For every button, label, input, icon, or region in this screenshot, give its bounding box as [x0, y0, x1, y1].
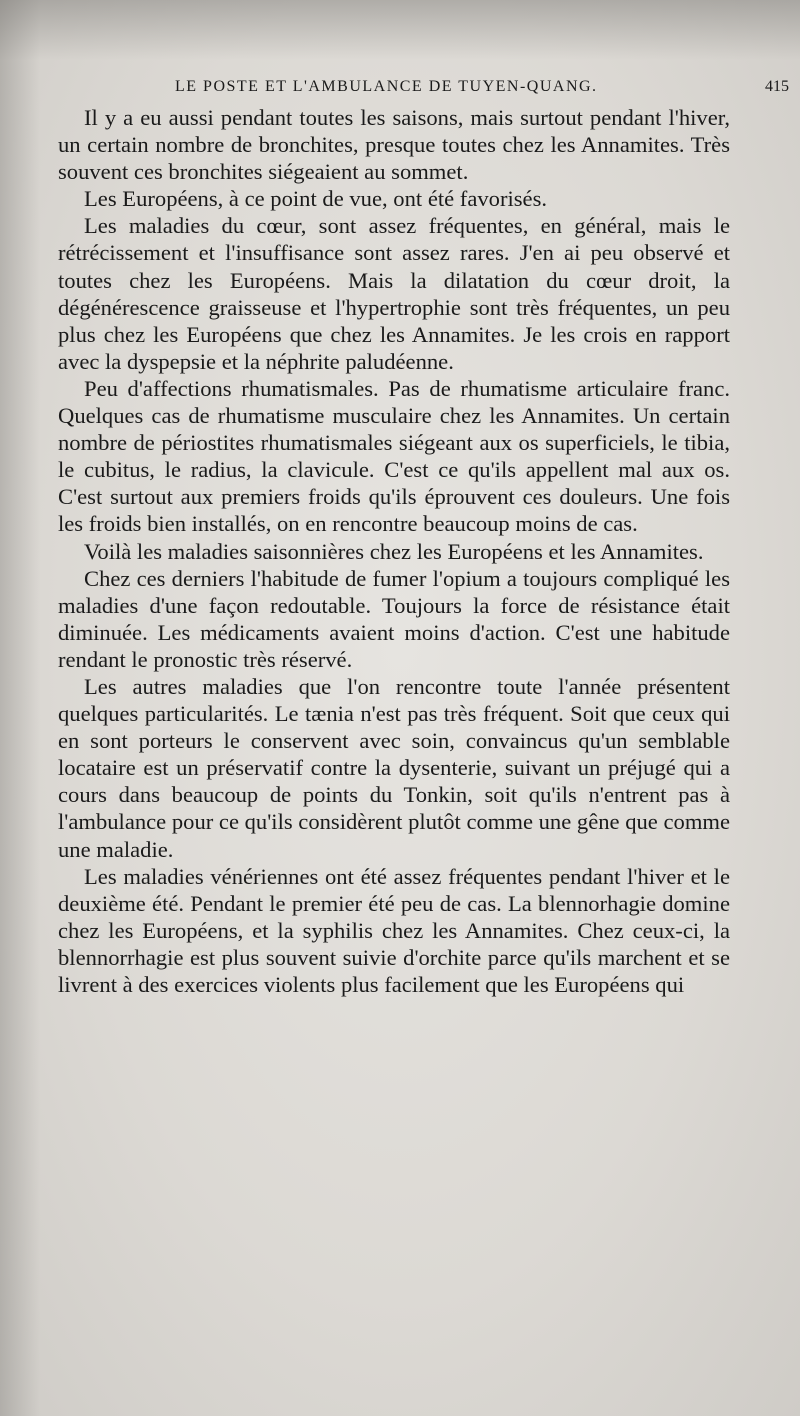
paragraph-other-diseases: Les autres maladies que l'on rencontre toute l'année présentent quelques particularités. Le tænia n'est pas très fréquent. Soit que ceux qui en sont porteurs le conservent avec soin, convaincus qu'un semblable locataire est un préservatif contre la dysenterie, suivant un préjugé qui a cours dans beaucoup de points du Tonkin, soit qu'ils n'entrent pas à l'ambulance pour ce qu'ils considèrent plutôt comme une gêne que comme une maladie. — [58, 673, 730, 862]
paragraph-venereal-diseases: Les maladies vénériennes ont été assez fréquentes pendant l'hiver et le deuxième été. Pendant le premier été peu de cas. La blennorhagie domine chez les Européens, et la syphilis chez les Annamites. Chez ceux-ci, la blennorrhagie est plus souvent suivie d'orchite parce qu'ils marchent et se livrent à des exercices violents plus facilement que les Européens qui — [58, 863, 730, 997]
scan-shadow-top — [0, 0, 800, 60]
paragraph-bronchitis: Il y a eu aussi pendant toutes les saisons, mais surtout pendant l'hiver, un certain nombre de bronchites, presque toutes chez les Annamites. Très souvent ces bronchites siégeaient au sommet. — [58, 105, 730, 185]
body-text — [58, 104, 730, 998]
paragraph-heart-diseases: Les maladies du cœur, sont assez fréquentes, en général, mais le rétrécissement et l'insuffisance sont assez rares. J'en ai peu observé et toutes chez les Européens. Mais la dilatation du cœur droit, la dégénérescence graisseuse et l'hypertrophie sont très fréquentes, un peu plus chez les Européens que chez les Annamites. Je les crois en rapport avec la dyspepsie et la néphrite paludéenne. — [58, 213, 730, 374]
paragraph-opium: Chez ces derniers l'habitude de fumer l'opium a toujours compliqué les maladies d'une façon redoutable. Toujours la force de résistance était diminuée. Les médicaments avaient moins d'action. C'est une habitude rendant le pronostic très réservé. — [58, 565, 730, 672]
running-title: LE POSTE ET L'AMBULANCE DE TUYEN-QUANG. — [175, 78, 598, 95]
page-number: 415 — [765, 78, 789, 95]
scan-shadow-left — [0, 0, 40, 1416]
paragraph-rheumatism: Peu d'affections rhumatismales. Pas de rhumatisme articulaire franc. Quelques cas de rhumatisme musculaire chez les Annamites. Un certain nombre de périostites rhumatismales siégeant aux os superficiels, le tibia, le cubitus, le radius, la clavicule. C'est ce qu'ils appellent mal aux os. C'est surtout aux premiers froids qu'ils éprouvent ces douleurs. Une fois les froids bien installés, on en rencontre beaucoup moins de cas. — [58, 375, 730, 537]
paragraph-europeans-favored: Les Européens, à ce point de vue, ont été favorisés. — [84, 186, 548, 212]
paragraph-seasonal-summary: Voilà les maladies saisonnières chez les Européens et les Annamites. — [84, 538, 704, 564]
